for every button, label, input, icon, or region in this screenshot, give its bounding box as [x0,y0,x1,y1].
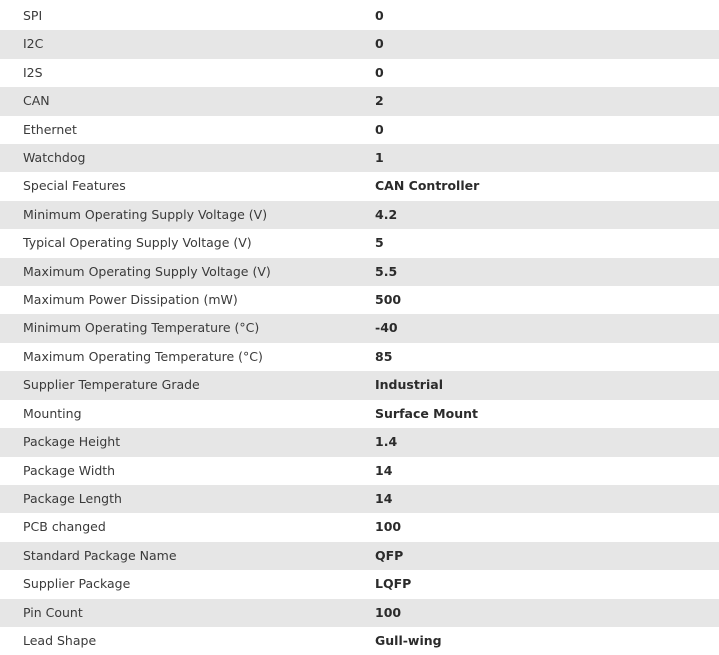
spec-label: Typical Operating Supply Voltage (V) [23,235,252,251]
spec-label: SPI [23,8,43,23]
spec-label: Minimum Operating Supply Voltage (V) [23,206,268,222]
spec-value: 14 [375,462,393,478]
spec-row-watchdog [0,144,719,172]
spec-row-can [0,87,719,115]
spec-value: LQFP [375,576,412,592]
spec-row-supplier-package [0,570,719,598]
spec-value: 0 [375,121,384,137]
specifications-table [0,2,719,655]
spec-row-spi [0,2,719,30]
spec-value: 500 [375,292,402,308]
spec-label: Minimum Operating Temperature (°C) [23,320,260,336]
spec-value: 0 [375,8,384,23]
spec-value: 5 [375,235,384,251]
spec-label: PCB changed [23,519,106,535]
specifications-table-body [0,2,719,655]
spec-value: 0 [375,36,384,52]
spec-value: 1.4 [375,434,398,450]
spec-label: Ethernet [23,121,77,137]
spec-label: Supplier Temperature Grade [23,377,200,393]
spec-row-package-width [0,457,719,485]
spec-value: 85 [375,348,393,364]
spec-value: 2 [375,93,384,109]
spec-row-max-operating-temp [0,343,719,371]
spec-label: Watchdog [23,150,86,166]
spec-label: I2S [23,64,43,80]
spec-value: 0 [375,64,384,80]
spec-value: 5.5 [375,263,398,279]
spec-row-mounting [0,400,719,428]
spec-row-pin-count [0,599,719,627]
spec-row-max-supply-voltage [0,258,719,286]
spec-label: Pin Count [23,604,83,620]
spec-value: Industrial [375,377,443,393]
spec-label: Maximum Operating Supply Voltage (V) [23,263,271,279]
spec-row-min-supply-voltage [0,201,719,229]
spec-value: 1 [375,150,384,166]
spec-label: CAN [23,93,50,109]
spec-row-special-features [0,172,719,200]
spec-label: Supplier Package [23,576,131,592]
spec-label: Special Features [23,178,126,194]
spec-label: Package Height [23,434,121,450]
spec-label: Standard Package Name [23,547,177,563]
spec-value: QFP [375,547,404,563]
spec-label: Mounting [23,405,82,421]
spec-value: Surface Mount [375,405,478,421]
spec-row-ethernet [0,116,719,144]
spec-row-min-operating-temp [0,314,719,342]
spec-row-typ-supply-voltage [0,229,719,257]
spec-label: Package Length [23,490,122,506]
spec-row-i2s [0,59,719,87]
spec-label: Lead Shape [23,632,97,648]
spec-value: CAN Controller [375,178,480,194]
spec-value: 4.2 [375,206,398,222]
spec-row-pcb-changed [0,513,719,541]
spec-row-package-height [0,428,719,456]
spec-value: Gull-wing [375,632,442,648]
spec-row-standard-package-name [0,542,719,570]
spec-label: I2C [23,36,44,52]
spec-label: Package Width [23,462,116,478]
spec-row-package-length [0,485,719,513]
spec-value: 100 [375,604,402,620]
spec-value: 100 [375,519,402,535]
spec-row-temperature-grade [0,371,719,399]
spec-label: Maximum Power Dissipation (mW) [23,292,238,308]
spec-value: 14 [375,490,393,506]
spec-row-i2c [0,30,719,58]
spec-label: Maximum Operating Temperature (°C) [23,348,263,364]
spec-row-lead-shape [0,627,719,655]
spec-row-max-power-dissipation [0,286,719,314]
spec-value: -40 [375,320,398,336]
